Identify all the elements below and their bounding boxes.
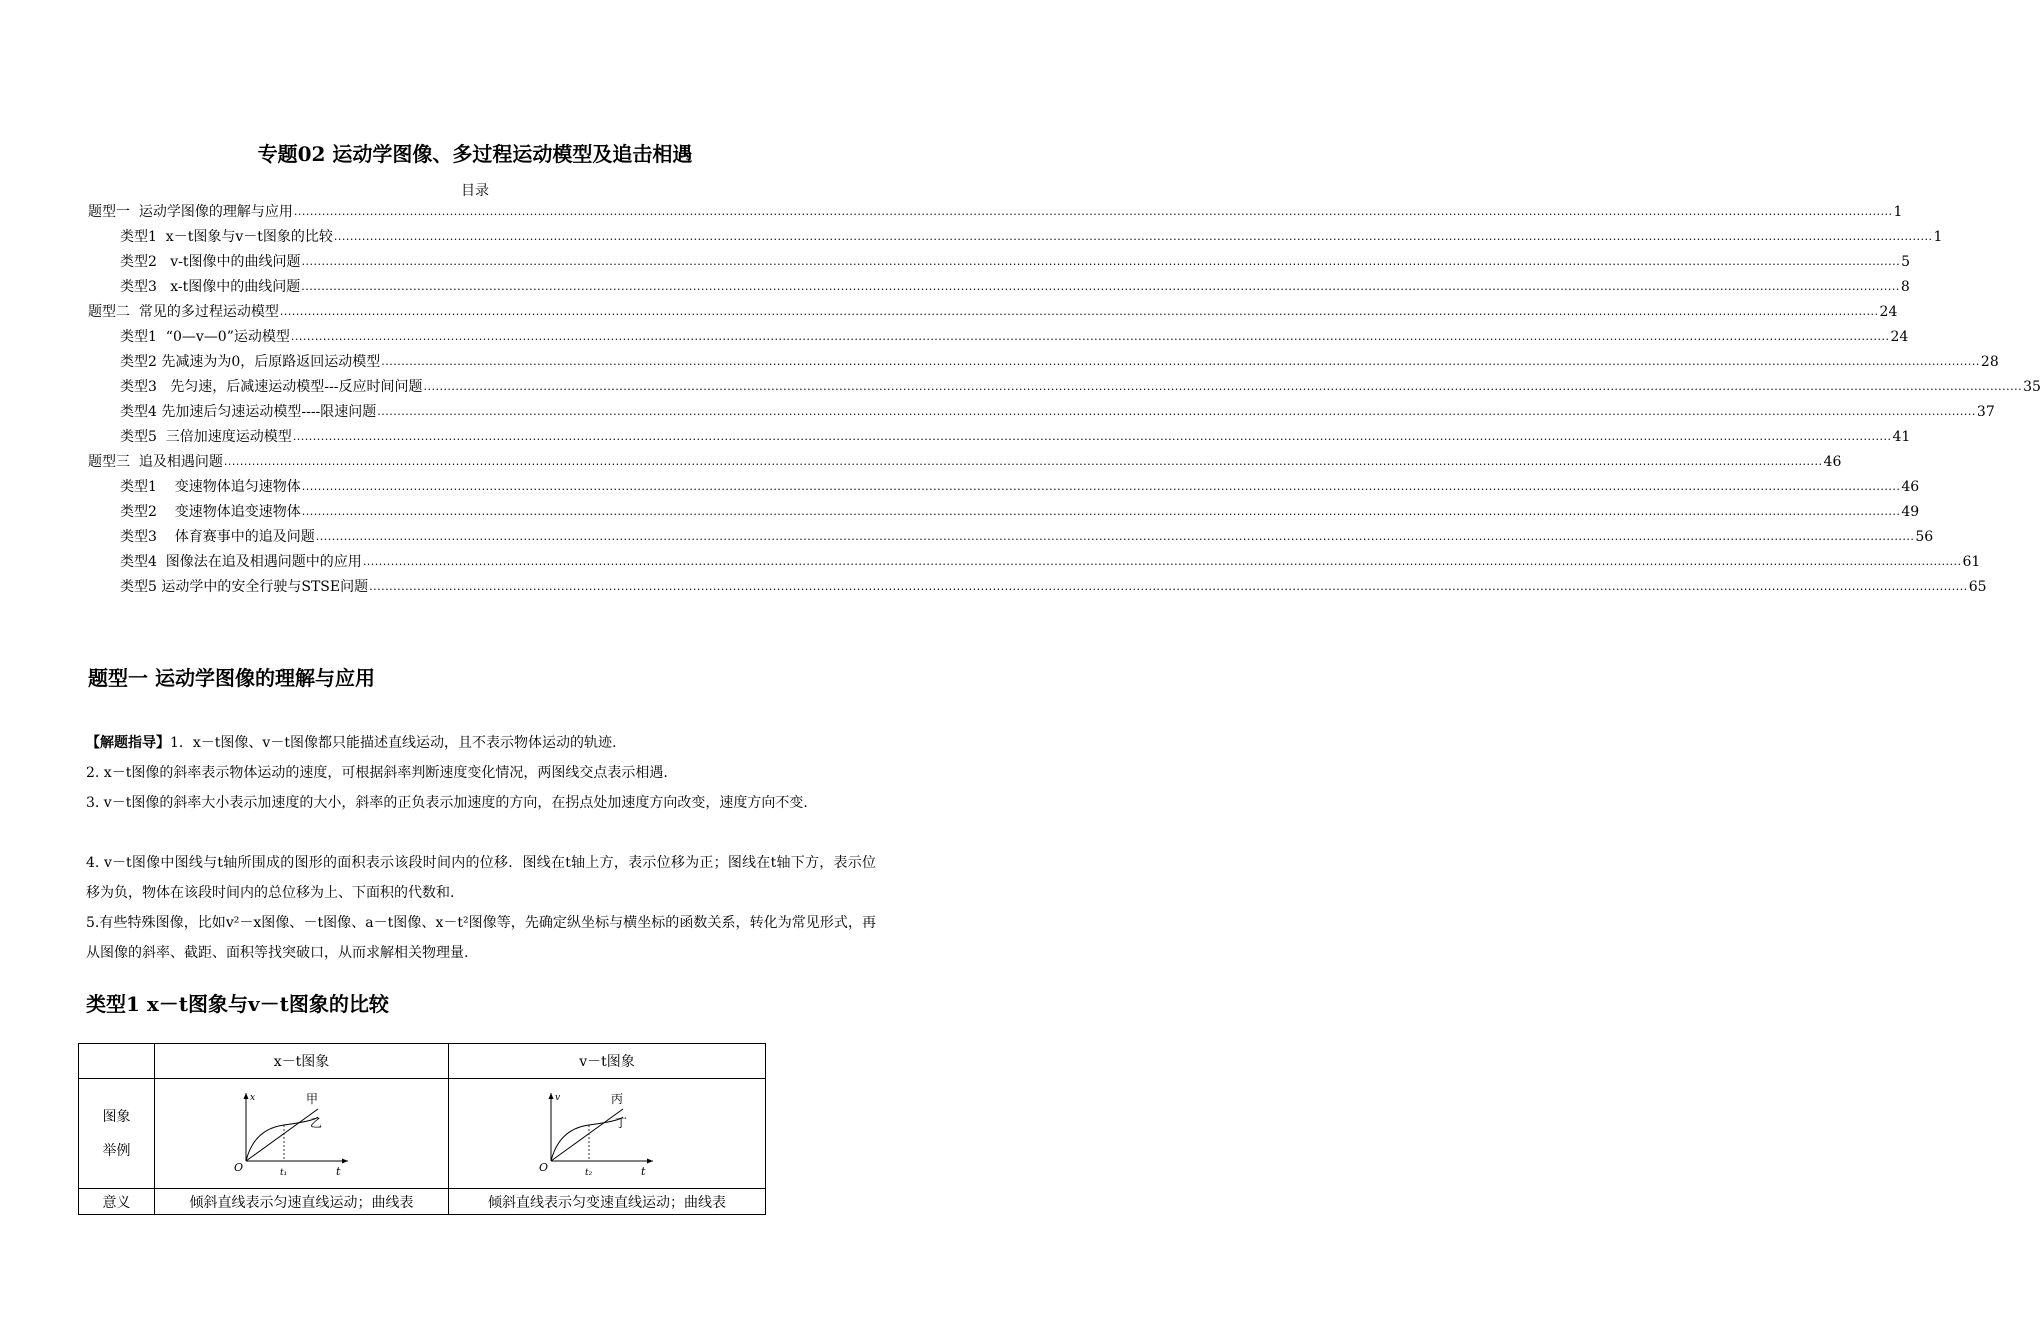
toc-entry-page: 1 [1933,229,1943,245]
toc-entry-page: 56 [1915,529,1934,545]
toc-leader-dots: ................................................................................................................................................................................................................................................................................................................................................................................................................ [290,330,1890,343]
t-axis-label: t [335,1164,340,1178]
table-header-xt: x－t图象 [155,1044,449,1079]
document-title: 专题02 运动学图像、多过程运动模型及追击相遇 [257,142,693,166]
toc-entry[interactable] [120,549,1981,571]
section-heading: 题型一 运动学图像的理解与应用 [88,666,375,690]
toc-entry-page: 5 [1901,254,1911,270]
toc-entry[interactable] [120,374,2041,396]
toc-entry-page: 24 [1890,329,1909,345]
vt-graph-cell [449,1079,766,1189]
comparison-table [78,1043,766,1215]
toc-entry[interactable] [120,399,1995,421]
line-label-bing: 丙 [611,1091,624,1106]
x-axis-label: x [249,1092,255,1103]
line-label-ding: 丁 [615,1115,628,1130]
toc-entry-label: 类型4 先加速后匀速运动模型----限速问题 [120,404,377,420]
x-axis-arrow [243,1093,248,1099]
toc-entry-page: 46 [1823,454,1842,470]
toc-entry-page: 65 [1968,579,1987,595]
line-label-jia: 甲 [305,1091,318,1106]
toc-leader-dots: ................................................................................................................................................................................................................................................................................................................................................................................................................ [333,230,1933,243]
toc-entry-label: 类型3 先匀速，后减速运动模型---反应时间问题 [120,379,423,395]
table-corner-cell [79,1044,155,1079]
table-header-vt: v－t图象 [449,1044,766,1079]
xt-graph [232,1089,372,1179]
toc-entry-page: 46 [1901,479,1920,495]
toc-leader-dots: ................................................................................................................................................................................................................................................................................................................................................................................................................ [279,305,1879,318]
toc-entry[interactable] [120,249,1911,271]
t2-label: t₂ [585,1167,593,1178]
toc-entry-label: 类型1 变速物体追匀速物体 [120,479,301,495]
toc-entry-label: 类型3 体育赛事中的追及问题 [120,529,315,545]
toc-entry-label: 类型1 x－t图象与v－t图象的比较 [120,229,333,245]
toc-entry-label: 类型2 v-t图像中的曲线问题 [120,254,301,270]
toc-entry[interactable] [88,299,1898,321]
toc-entry-label: 类型1 “0—v—0”运动模型 [120,329,290,345]
toc-entry-page: 24 [1879,304,1898,320]
toc-entry-label: 类型4 图像法在追及相遇问题中的应用 [120,554,362,570]
guide-tag: 【解题指导】 [86,735,170,751]
toc-entry[interactable] [120,349,1999,371]
toc-entry-label: 类型5 三倍加速度运动模型 [120,429,292,445]
origin-label: O [539,1160,549,1174]
toc-entry[interactable] [120,274,1910,296]
toc-entry-page: 49 [1901,504,1920,520]
toc-leader-dots: ................................................................................................................................................................................................................................................................................................................................................................................................................ [301,480,1901,493]
toc-entry[interactable] [120,574,1987,596]
toc-entry-label: 题型三 追及相遇问题 [88,454,223,470]
toc-entry-page: 37 [1976,404,1995,420]
toc-entry-page: 28 [1980,354,1999,370]
toc-entry-page: 8 [1900,279,1910,295]
toc-entry[interactable] [88,199,1903,221]
t-axis-label: t [641,1164,646,1178]
origin-label: O [233,1160,243,1174]
table-row-label-meaning: 意义 [79,1189,155,1215]
toc-entry-page: 61 [1962,554,1981,570]
toc-entry[interactable] [120,474,1920,496]
guide-paragraph-2: 2. x－t图像的斜率表示物体运动的速度，可根据斜率判断速度变化情况，两图线交点表示相遇. [86,765,668,781]
guide-paragraph-4: 4. v－t图像中图线与t轴所围成的图形的面积表示该段时间内的位移．图线在t轴上方，表示位移为正；图线在t轴下方，表示位移为负，物体在该段时间内的总位移为上、下面积的代数和. [86,855,876,901]
v-axis-arrow [549,1093,554,1099]
toc-leader-dots: ................................................................................................................................................................................................................................................................................................................................................................................................................ [369,580,1968,593]
guide-paragraph-3: 3. v－t图像的斜率大小表示加速度的大小，斜率的正负表示加速度的方向，在拐点处加速度方向改变，速度方向不变. [86,795,808,811]
vt-graph [537,1089,677,1179]
toc-entry-label: 题型一 运动学图像的理解与应用 [88,204,293,220]
toc-leader-dots: ................................................................................................................................................................................................................................................................................................................................................................................................................ [377,405,1976,418]
toc-entry-label: 题型二 常见的多过程运动模型 [88,304,279,320]
toc-leader-dots: ................................................................................................................................................................................................................................................................................................................................................................................................................ [423,380,2023,393]
toc-leader-dots: ................................................................................................................................................................................................................................................................................................................................................................................................................ [301,505,1901,518]
toc-entry[interactable] [120,424,1911,446]
guide-paragraph-1: 【解题指导】1．x－t图像、v－t图像都只能描述直线运动，且不表示物体运动的轨迹. [86,735,617,751]
toc-leader-dots: ................................................................................................................................................................................................................................................................................................................................................................................................................ [315,530,1915,543]
xt-graph-cell [155,1079,449,1189]
toc-entry[interactable] [120,224,1943,246]
toc-entry[interactable] [88,449,1842,471]
toc-entry-page: 35 [2023,379,2041,395]
toc-entry[interactable] [120,324,1909,346]
subsection-heading: 类型1 x－t图象与v－t图象的比较 [86,992,389,1016]
v-axis-label: v [555,1092,561,1103]
table-row-label-example: 图象 举例 [79,1079,155,1189]
t1-label: t₁ [279,1167,287,1178]
vt-meaning-cell: 倾斜直线表示匀变速直线运动；曲线表 [449,1189,766,1215]
toc-heading: 目录 [461,183,489,199]
toc-leader-dots: ................................................................................................................................................................................................................................................................................................................................................................................................................ [223,455,1823,468]
toc-entry-label: 类型3 x-t图像中的曲线问题 [120,279,301,295]
toc-entry-label: 类型2 先减速为为0，后原路返回运动模型 [120,354,381,370]
toc-leader-dots: ................................................................................................................................................................................................................................................................................................................................................................................................................ [362,555,1962,568]
toc-entry-label: 类型2 变速物体追变速物体 [120,504,301,520]
toc-leader-dots: ................................................................................................................................................................................................................................................................................................................................................................................................................ [293,205,1893,218]
toc-entry-page: 41 [1892,429,1911,445]
toc-leader-dots: ................................................................................................................................................................................................................................................................................................................................................................................................................ [381,355,1980,368]
toc-entry[interactable] [120,524,1934,546]
toc-entry-label: 类型5 运动学中的安全行驶与STSE问题 [120,579,369,595]
toc-leader-dots: ................................................................................................................................................................................................................................................................................................................................................................................................................ [292,430,1892,443]
toc-entry-page: 1 [1893,204,1903,220]
toc-entry[interactable] [120,499,1920,521]
line-label-yi: 乙 [309,1115,322,1130]
guide-paragraph-5: 5.有些特殊图像，比如v²－x图像、－t图像、a－t图像、x－t²图像等，先确定纵坐标与横坐标的函数关系，转化为常见形式，再从图像的斜率、截距、面积等找突破口，从而求解相关物理量. [86,915,876,961]
toc-leader-dots: ................................................................................................................................................................................................................................................................................................................................................................................................................ [301,280,1900,293]
toc-leader-dots: ................................................................................................................................................................................................................................................................................................................................................................................................................ [301,255,1901,268]
xt-meaning-cell: 倾斜直线表示匀速直线运动；曲线表 [155,1189,449,1215]
